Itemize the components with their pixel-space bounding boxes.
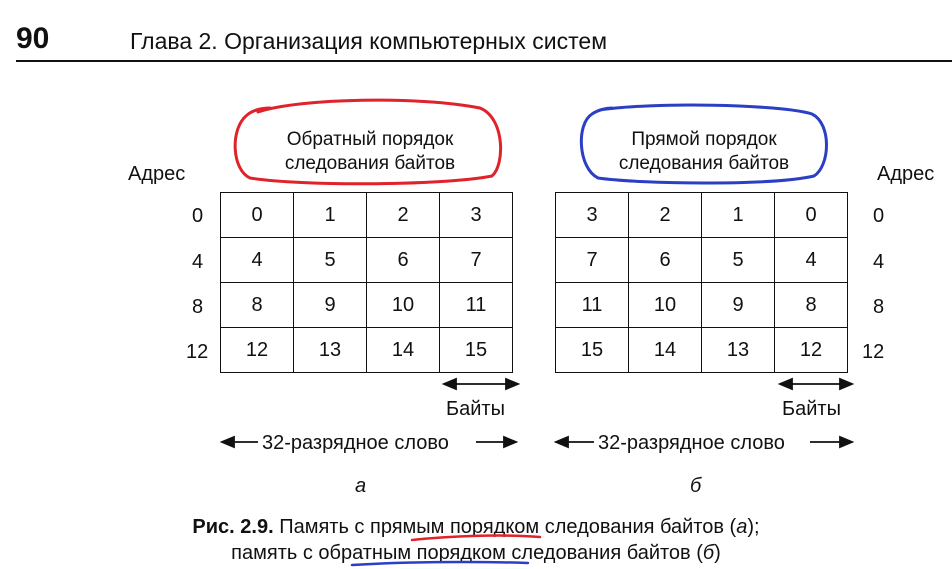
memory-cell: 5 (702, 238, 775, 283)
red-caption-underline (412, 536, 540, 540)
right-address-12: 12 (862, 341, 885, 363)
left-address-12: 12 (186, 341, 209, 363)
right-sublabel: б (690, 475, 702, 497)
memory-cell: 0 (775, 193, 848, 238)
right-address-8: 8 (873, 296, 885, 318)
caption-text: следования байтов ( (505, 542, 703, 564)
left-word-label: 32-разрядное слово (262, 432, 449, 454)
left-title-line1: Обратный порядок (286, 129, 454, 150)
right-title-line2: следования байтов (618, 153, 790, 174)
left-address-4: 4 (192, 251, 204, 273)
page-number: 90 (16, 22, 50, 55)
left-address-label: Адрес (128, 163, 186, 185)
memory-cell: 13 (702, 328, 775, 373)
left-address-8: 8 (192, 296, 204, 318)
memory-cell: 7 (440, 238, 513, 283)
left-word-arrow (222, 437, 516, 447)
memory-cell: 8 (775, 283, 848, 328)
memory-cell: 15 (440, 328, 513, 373)
caption-text: ); (747, 516, 760, 538)
blue-annotation-loop (581, 105, 826, 183)
memory-cell: 2 (367, 193, 440, 238)
right-address-label: Адрес (877, 163, 935, 185)
right-bytes-label: Байты (782, 398, 841, 420)
memory-cell: 3 (556, 193, 629, 238)
left-sublabel: а (355, 475, 367, 497)
left-bytes-arrow (444, 379, 518, 389)
memory-cell: 4 (221, 238, 294, 283)
caption-italic: а (736, 516, 748, 538)
memory-cell: 0 (221, 193, 294, 238)
memory-cell: 1 (294, 193, 367, 238)
left-address-0: 0 (192, 205, 204, 227)
memory-cell: 2 (629, 193, 702, 238)
right-address-4: 4 (873, 251, 885, 273)
right-bytes-arrow (780, 379, 852, 389)
left-bytes-label: Байты (446, 398, 505, 420)
memory-cell: 6 (367, 238, 440, 283)
left-title-line2: следования байтов (284, 153, 456, 174)
right-address-0: 0 (873, 205, 885, 227)
memory-cell: 3 (440, 193, 513, 238)
memory-cell: 4 (775, 238, 848, 283)
memory-cell: 14 (629, 328, 702, 373)
memory-cell: 13 (294, 328, 367, 373)
memory-cell: 10 (629, 283, 702, 328)
caption-fig-label: Рис. 2.9. (192, 516, 274, 538)
right-word-arrow (556, 437, 852, 447)
caption-text: Память с (273, 516, 370, 538)
caption-text: память с (231, 542, 319, 564)
right-title-line1: Прямой порядок (631, 129, 777, 150)
memory-cell: 11 (556, 283, 629, 328)
memory-cell: 1 (702, 193, 775, 238)
memory-cell: 9 (294, 283, 367, 328)
memory-cell: 8 (221, 283, 294, 328)
caption-underlined-red: прямым порядком (369, 516, 540, 538)
memory-cell: 14 (367, 328, 440, 373)
caption-underlined-blue: обратным порядком (318, 542, 506, 564)
memory-cell: 6 (629, 238, 702, 283)
memory-cell: 10 (367, 283, 440, 328)
memory-cell: 5 (294, 238, 367, 283)
caption-text: следования байтов ( (539, 516, 737, 538)
memory-cell: 12 (775, 328, 848, 373)
memory-cell: 11 (440, 283, 513, 328)
red-annotation-loop (235, 100, 500, 184)
memory-cell: 9 (702, 283, 775, 328)
chapter-title: Глава 2. Организация компьютерных систем (130, 28, 608, 54)
blue-caption-underline (352, 562, 528, 565)
caption-text: ) (714, 542, 721, 564)
right-word-label: 32-разрядное слово (598, 432, 785, 454)
caption-italic: б (702, 542, 715, 564)
memory-cell: 7 (556, 238, 629, 283)
memory-cell: 12 (221, 328, 294, 373)
memory-cell: 15 (556, 328, 629, 373)
